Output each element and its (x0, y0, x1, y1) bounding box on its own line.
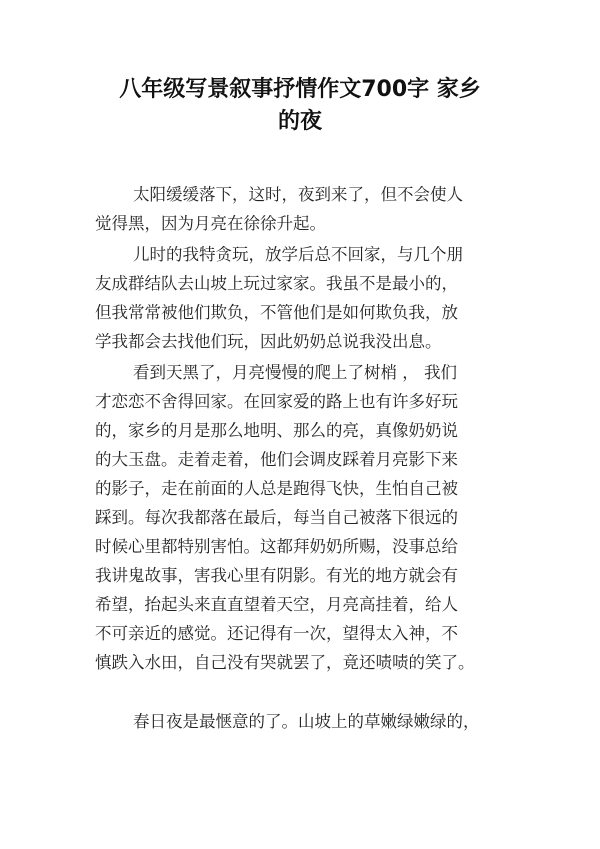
text-line: 学我都会去找他们玩，因此奶奶总说我没出息。 (95, 332, 442, 351)
paragraph-4 (95, 707, 515, 736)
paragraph-1 (95, 180, 515, 238)
text-line: 觉得黑，因为月亮在徐徐升起。 (95, 214, 326, 233)
text-line: 才恋恋不舍得回家。在回家爱的路上也有许多好玩 (95, 392, 458, 411)
text-line: 看到天黑了，月亮慢慢的爬上了树梢 ， 我们 (133, 363, 457, 382)
text-line: 的影子，走在前面的人总是跑得飞快，生怕自己被 (95, 479, 458, 498)
text-line: 我讲鬼故事，害我心里有阴影。有光的地方就会有 (95, 566, 458, 585)
text-line: 踩到。每次我都落在最后，每当自己被落下很远的 (95, 508, 458, 527)
text-line: 友成群结队去山坡上玩过家家。我虽不是最小的， (95, 274, 458, 293)
text-line: 但我常常被他们欺负，不管他们是如何欺负我，放 (95, 303, 458, 322)
text-line: 慎跌入水田，自己没有哭就罢了，竟还啧啧的笑了。 (95, 653, 475, 672)
text-line: 时候心里都特别害怕。这都拜奶奶所赐，没事总给 (95, 537, 458, 556)
title-line-1: 八年级写景叙事抒情作文700字 家乡 (119, 77, 481, 102)
text-line: 春日夜是最惬意的了。山坡上的草嫩绿嫩绿的， (133, 712, 480, 731)
text-line: 的大玉盘。走着走着，他们会调皮踩着月亮影下来 (95, 450, 458, 469)
text-line: 太阳缓缓落下，这时，夜到来了，但不会使人 (133, 185, 463, 204)
essay-title (60, 74, 540, 138)
text-line: 希望，抬起头来直直望着天空，月亮高挂着，给人 (95, 595, 458, 614)
paragraph-2 (95, 240, 515, 356)
text-line: 的，家乡的月是那么地明、那么的亮，真像奶奶说 (95, 421, 458, 440)
essay-body (95, 180, 515, 736)
title-line-2: 的夜 (277, 109, 322, 134)
paragraph-spacer (95, 677, 515, 707)
text-line: 不可亲近的感觉。还记得有一次，望得太入神，不 (95, 624, 458, 643)
paragraph-3 (95, 358, 515, 677)
text-line: 儿时的我特贪玩，放学后总不回家，与几个朋 (133, 245, 463, 264)
